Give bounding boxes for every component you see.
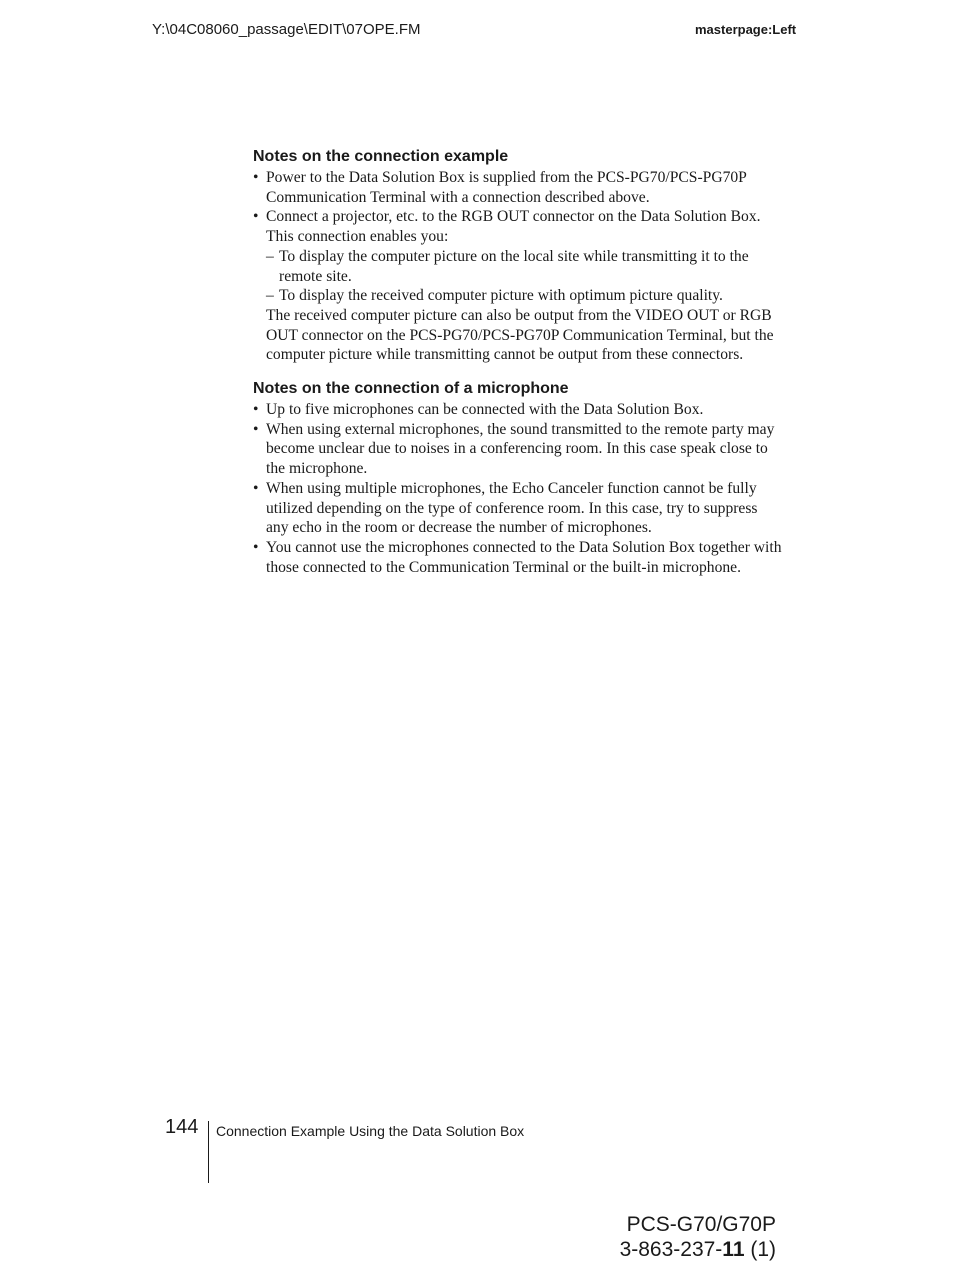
footer-section-title: Connection Example Using the Data Solution Box (216, 1123, 525, 1139)
connection-notes-list (253, 168, 783, 365)
list-item: • Up to five microphones can be connected with the Data Solution Box. (253, 400, 783, 420)
model-block (620, 1212, 776, 1262)
section-heading-connection-example: Notes on the connection example (253, 148, 509, 165)
list-item: • When using multiple microphones, the Echo Canceler function cannot be fully utilized depending on the type of conference room. In this case, try to suppress any echo in the room or decrease the number of microphones. (253, 479, 783, 538)
dash-list (266, 247, 783, 306)
part-number-prefix: 3-863-237- (619, 1238, 723, 1261)
header-masterpage: masterpage:Left (695, 22, 797, 37)
list-item: • Power to the Data Solution Box is supplied from the PCS-PG70/PCS-PG70P Communication Terminal with a connection described above. (253, 168, 783, 207)
dash-item: – To display the computer picture on the local site while transmitting it to the remote site. (266, 247, 783, 286)
note-paragraph: • Connect a projector, etc. to the RGB OUT connector on the Data Solution Box. (266, 208, 761, 226)
main-content (253, 146, 783, 577)
section-heading-microphone: Notes on the connection of a microphone (253, 380, 569, 398)
note-paragraph: This connection enables you: (266, 228, 449, 246)
list-item (253, 207, 783, 365)
model-name: PCS-G70/G70P (626, 1213, 776, 1236)
header-file-path: Y:\04C08060_passage\EDIT\07OPE.FM (152, 21, 421, 38)
part-number-suffix: (1) (744, 1238, 776, 1261)
list-item: • You cannot use the microphones connected to the Data Solution Box together with those connected to the Communication Terminal or the built-in microphone. (253, 538, 783, 577)
note-paragraph: The received computer picture can also be output from the VIDEO OUT or RGB OUT connector on the PCS-PG70/PCS-PG70P Communication Terminal, but the computer picture while transmitting cannot be output from these connectors. (266, 306, 774, 364)
list-item: • When using external microphones, the sound transmitted to the remote party may become unclear due to noises in a conferencing room. In this case speak close to the microphone. (253, 420, 783, 479)
part-number (620, 1237, 776, 1262)
part-number-revision: 11 (722, 1238, 745, 1261)
dash-item: – To display the received computer picture with optimum picture quality. (266, 286, 783, 306)
footer-divider (208, 1121, 209, 1183)
page-number: 144 (165, 1116, 199, 1138)
microphone-notes-list (253, 400, 783, 577)
